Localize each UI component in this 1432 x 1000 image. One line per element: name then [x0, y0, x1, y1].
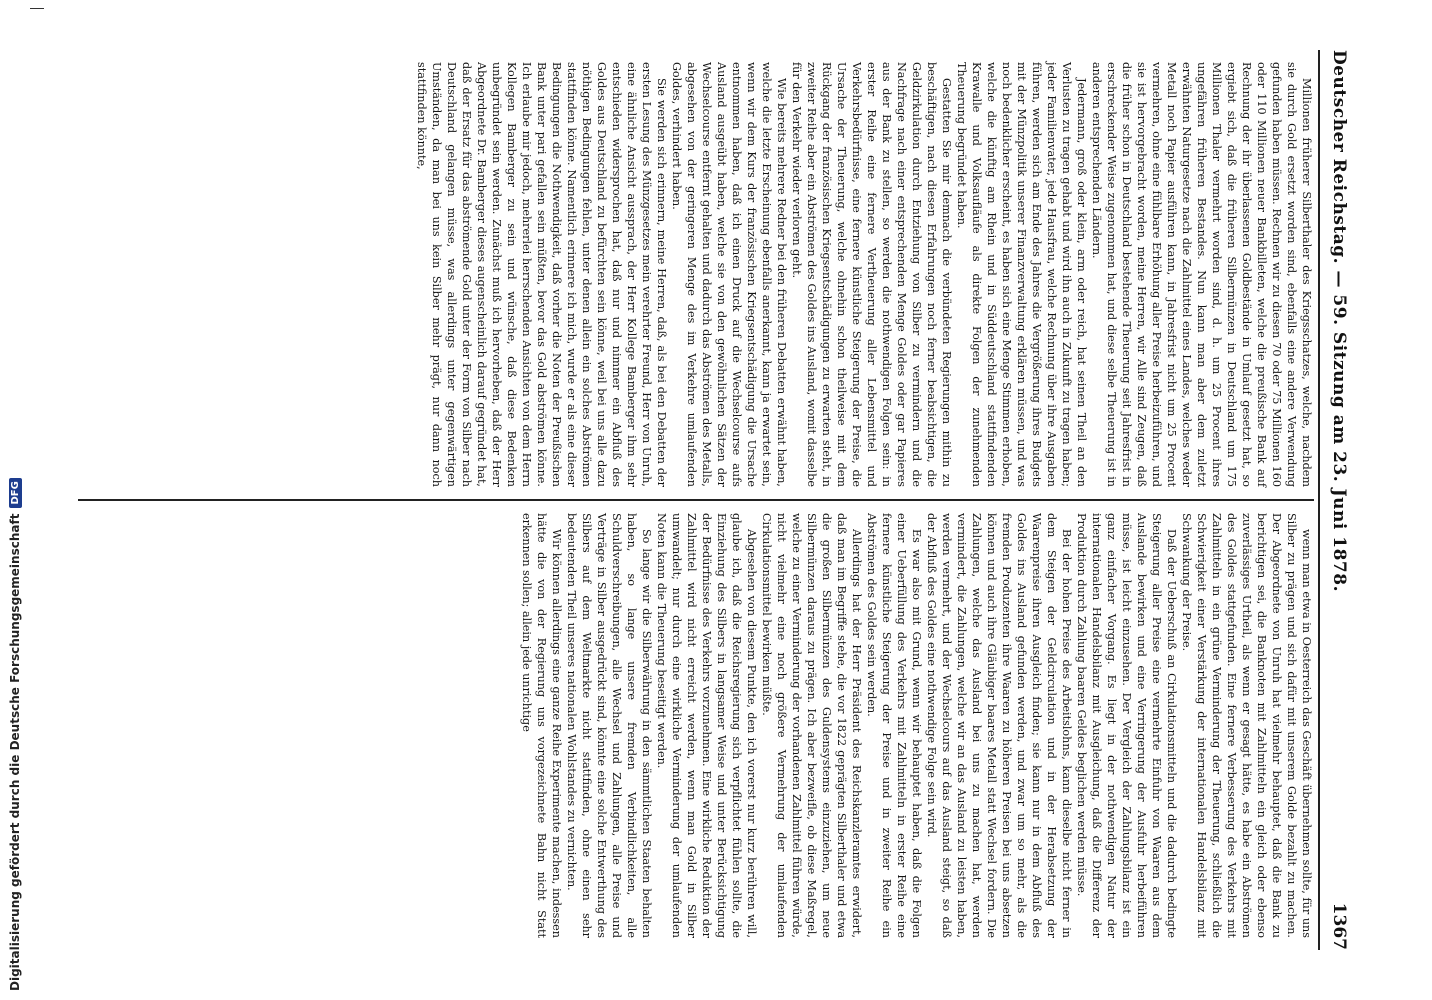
paragraph: Wie bereits mehrere Redner bei den früheren Debatten erwähnt haben, welche die letzte Erscheinung ebenfalls anerkannt, kann ja erwartet sein, wenn wir dem Kurs der französischen Kriegsentschädigung die Ursache entnommen haben, daß ich einen Druck auf die Wechselcourse aufs Ausland ausgeübt haben, welche sie von den gewöhnlichen Sätzen der Wechselcourse entfernt gehalten und dadurch das Abströmen des Metalls, abgesehen von der geringeren Menge des im Verkehre umlaufenden Goldes, verhindert haben.: [670, 62, 788, 487]
digitization-note: [4, 21, 26, 991]
page-number: 1367: [1329, 902, 1349, 950]
paragraph: wenn man etwa in Oesterreich das Geschäft übernehmen sollte, für uns Silber zu prägen und sich dafür mit unserem Golde bezahlt zu machen. Der Abgeordnete von Unruh hat vielmehr behauptet, daß die Bank zu berichtigen sei, die Banknoten mit Zahlmitteln ein gleich oder ebenso zuverlässiges Urtheil, als wenn er gesagt hätte, es habe ein Abströmen des Goldes stattgefunden. Eine fernere Verbesserung des Verkehrs mit Zahlmitteln in ein grüne Verminderung der Theuerung, schließlich die Schwierigkeit einer Verstärkung der internationalen Handelsbilanz mit Schwankung der Preise.: [1180, 513, 1313, 938]
newspaper-page: [66, 30, 1366, 970]
paragraph: Allerdings hat der Herr Präsident des Reichskanzleramtes erwidert, daß man im Begriffe stehe, die vor 1822 geprägten Silberthaler und etwa die großen Silbermünzen des Guldensystems einzuziehen, um neue Silbermünzen daraus zu prägen. Ich aber bezweifle, ob diese Maßregel, welche zu einer Verminderung der vorhandenen Zahlmittel führen würde, nicht vielmehr eine noch größere Vermehrung der umlaufenden Cirkulationsmittel bewirken müßte.: [760, 513, 863, 938]
paragraph: Es war also mit Grund, wenn wir behauptet haben, daß die Folgen einer Ueberfüllung des Verkehrs mit Zahlmitteln in erster Reihe eine fernere künstliche Steigerung der Preise und in zweiter Reihe ein Abströmen des Goldes sein werden.: [865, 513, 923, 938]
paragraph: Daß der Ueberschuß an Cirkulationsmitteln und die dadurch bedingte Steigerung aller Preise eine vermehrte Einfuhr von Waaren aus dem Auslande bewirken und eine Verringerung der Ausfuhr herbeiführen müsse, ist leicht einzusehen. Der Vergleich der Zahlungsbilanz ist ein ganz einfacher Vorgang. Es liegt in der nothwendigen Natur der internationalen Handelsbilanz mit Ausgleichung, daß die Differenz der Produktion durch Zahlung baaren Geldes beglichen werden müsse.: [1075, 513, 1178, 938]
dfg-logo: DFG: [9, 478, 22, 507]
paragraph: Abgesehen von diesem Punkte, den ich vorerst nur kurz berühren will, glaube ich, daß die Reichsregierung sich verpflichtet fühlen sollte, die Einziehung des Silbers in langsamer Weise und unter Berücksichtigung der Bedürfnisse des Verkehrs vorzunehmen. Eine wirkliche Reduktion der Zahlmittel wird nicht erreicht werden, wenn man Gold in Silber umwandelt; nur durch eine wirkliche Verminderung der umlaufenden Noten kann die Theuerung beseitigt werden.: [655, 513, 758, 938]
paragraph: Sie werden sich erinnern, meine Herren, daß, als bei den Debatten der ersten Lesung des Münzgesetzes mein verehrter Freund, Herr von Unruh, eine ähnliche Ansicht aussprach, der Herr Kollege Bamberger ihm sehr entschieden widersprochen hat, daß nur und nimmer ein Abfluß des Goldes aus Deutschland zu befürchten sein könne, weil bei uns alle dazu nöthigen Bedingungen fehlen, unter denen allein ein solches Abströmen stattfinden könne. Namentlich erinnere ich mich, wurde er als eine dieser Bedingungen die Nothwendigkeit, daß vorher die Noten der Preußischen Bank unter pari gefallen sein müßten, bevor das Gold abströmen könne. Ich erlaube mir jedoch, mehrerlei herrschenden Ansichten von dem Herrn Kollegen Bamberger zu sein und wünsche, daß diese Bedenken unbegründet sein werden. Zunächst muß ich hervorheben, daß der Herr Abgeordnete Dr. Bamberger dieses augenscheinlich darauf gegründet hat, daß der Ersatz für das abströmende Gold unter der Form von Silber nach Deutschland gelangen müsse, was allerdings unter gegenwärtigen Umständen, da man bei uns kein Silber mehr prägt, nur dann noch stattfinden könnte,: [415, 62, 668, 487]
header-rule: [1318, 50, 1320, 950]
paragraph: Wir können allerdings eine ganze Reihe Experimente machen, indessen hätte die von der Regierung uns vorgezeichnete Bahn nicht Statt erkennen sollen; allein jede unrichtige: [520, 513, 563, 938]
running-title: Deutscher Reichstag. — 59. Sitzung am 23. Juni 1878.: [1329, 50, 1349, 592]
text-columns: [78, 50, 1314, 950]
right-column: [78, 501, 1314, 950]
page-header: [1322, 50, 1356, 950]
left-column: [78, 50, 1314, 499]
paragraph: So lange wir die Silberwährung in den sämmtlichen Staaten behalten haben, so lange unsere fremden Verbindlichkeiten, alle Schuldverschreibungen, alle Wechsel und Zahlungen, alle Preise und Verträge in Silber ausgedrückt sind, könnte eine solche Entwerthung des Silbers auf dem Weltmarkte nicht stattfinden, ohne einen sehr bedeutenden Theil unseres nationalen Wohlstandes zu vernichten.: [565, 513, 653, 938]
digitization-text: Digitalisierung gefördert durch die Deutsche Forschungsgemeinschaft: [8, 513, 22, 991]
paragraph: Millionen früherer Silberthaler des Kriegsschatzes, welche, nachdem sie durch Gold ersetzt worden sind, ebenfalls eine andere Verwendung gefunden haben müssen. Rechnen wir zu diesen 70 oder 75 Millionen 160 oder 110 Millionen neuer Bankbilleten, welche die preußische Bank auf Rechnung der ihr überlassenen Goldbestände in Umlauf gesetzt hat, so ergiebt sich, daß die früheren Silbermünzen in Deutschland um 175 Millionen Thaler vermehrt worden sind, d. h. um 25 Procent ihres ungefähren früheren Bestandes. Nun kann man aber dem zuletzt erwähnten Naturgesetze nach die Zahlmittel eines Landes, welches weder Metall noch Papier ausführen kann, in Jahresfrist nicht um 25 Procent vermehren, ohne eine fühlbare Erhöhung aller Preise herbeizuführen, und sie ist hervorgebracht worden, meine Herren, wir Alle sind Zeugen, daß die früher schon in Deutschland bestehende Theuerung seit Jahresfrist in erschreckender Weise zugenommen hat, und diese selbe Theuerung ist in anderen entsprechenden Ländern.: [1090, 62, 1313, 487]
paragraph: Gestatten Sie mir demnach die verbündeten Regierungen mithin zu beschäftigen, nach diesen Erfahrungen noch ferner beabsichtigen, die Geldzirkulation durch Entziehung von Silber zu vermindern und die Nachfrage nach einer entsprechenden Menge Goldes oder gar Papieres aus der Bank zu stellen, so werden die nothwendigen Folgen sein: in erster Reihe eine fernere Vertheuerung aller Lebensmittel und Verkehrsbedürfnisse, eine fernere künstliche Steigerung der Preise, die Ursache der Theuerung, welche ohnehin schon theilweise mit dem Rückgang der französischen Kriegsentschädigungen zu erwarten steht, in zweiter Reihe aber ein Abströmen des Goldes ins Ausland, womit dasselbe für den Verkehr wieder verloren geht.: [790, 62, 953, 487]
paragraph: Jedermann, groß oder klein, arm oder reich, hat seinen Theil an den Verlusten zu tragen gehabt und wird ihn auch in Zukunft zu tragen haben; jeder Familienvater, jede Hausfrau, welche Rechnung über ihre Ausgaben führen, werden sich am Ende des Jahres die Vergrößerung ihres Budgets mit der Münzpolitik unserer Finanzverwaltung erklären müssen, und was noch bedenklicher erscheint, es haben sich eine Menge Stimmen erhoben, welche die künftig am Rhein und in Süddeutschland stattfindenden Krawalle und Volksaufläufe als direkte Folgen der zunehmenden Theuerung begründet haben.: [955, 62, 1088, 487]
scan-mark: [30, 8, 44, 9]
paragraph: Bei der hohen Preise des Arbeitslohns, kann dieselbe nicht ferner in dem Steigen der Geldcirculation und in der Herabsetzung der Waarenpreise ihren Ausgleich finden; sie kann nur in dem Abfluß des Goldes ins Ausland gefunden werden, und zwar um so mehr, als die fremden Produzenten ihre Waaren zu höheren Preisen bei uns absetzen können und auch ihre Gläubiger baares Metall statt Wechsel fordern. Die Zahlungen, welche das Ausland bei uns zu machen hat, werden vermindert, die Zahlungen, welche wir an das Ausland zu leisten haben, werden vermehrt, und der Wechselcours auf das Ausland steigt, so daß der Abfluß des Goldes eine nothwendige Folge sein wird.: [925, 513, 1073, 938]
